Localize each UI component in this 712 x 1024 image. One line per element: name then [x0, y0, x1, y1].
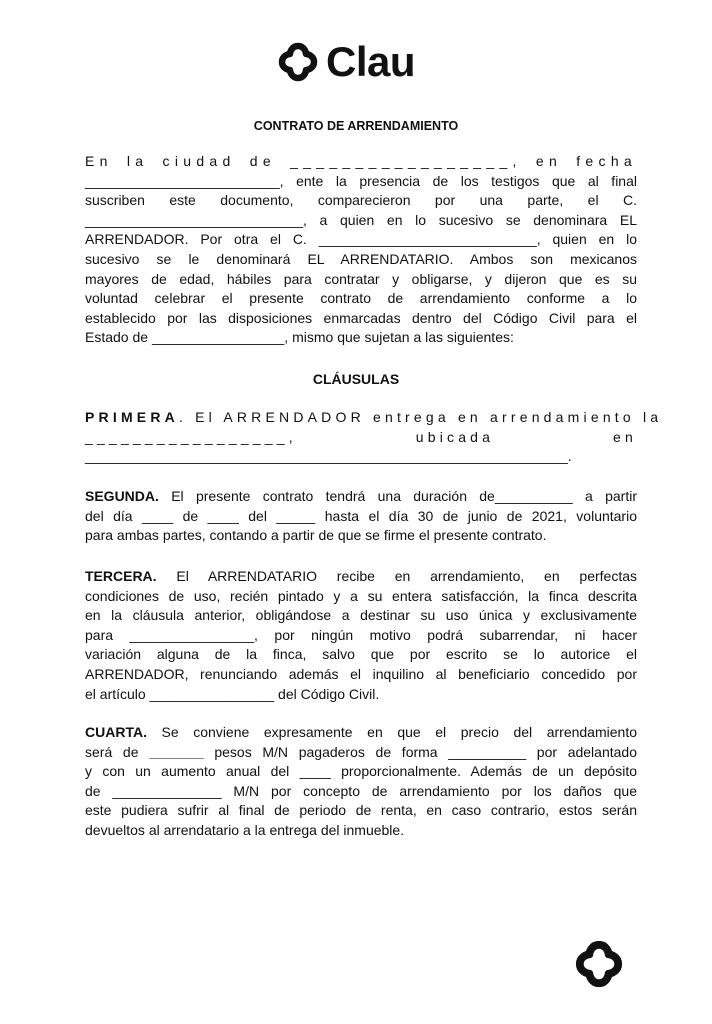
text-line: de ______________ M/N por concepto de arrendamiento por los daños que: [85, 782, 637, 799]
text-line: el artículo ________________ del Código Civil.: [85, 685, 380, 702]
text-line: voluntad celebrar el presente contrato de arrendamiento conforme a lo: [85, 290, 637, 307]
price-blank: _______: [149, 743, 204, 760]
text-line: condiciones de uso, recién pintado y a su entera satisfacción, la finca descrita: [85, 587, 637, 604]
clause-primera: [85, 408, 663, 467]
text-line: ARRENDADOR, renunciando además el inquilino al beneficiario concedido por: [85, 665, 637, 682]
clause-text: pesos M/N pagaderos de forma __________ por adelantado: [203, 743, 637, 760]
text-line: establecido por las disposiciones enmarcadas dentro del Código Civil para el: [85, 309, 637, 326]
text-line: devueltos al arrendatario a la entrega del inmueble.: [85, 821, 405, 838]
text-line: En la ciudad de _________________, en fecha: [85, 153, 637, 169]
text-line: suscriben este documento, comparecieron por una parte, el C.: [85, 192, 637, 209]
text-line: [85, 743, 637, 763]
clause-label: SEGUNDA.: [85, 488, 159, 504]
clause-cuarta: [85, 723, 637, 841]
clause-label: CUARTA.: [85, 724, 147, 740]
brand-name: Clau: [326, 38, 416, 85]
text-line: del día ____ de ____ del _____ hasta el día 30 de junio de 2021, voluntario: [85, 507, 637, 524]
text-line: este pudiera sufrir al final de periodo de renta, en caso contrario, estos serán: [85, 802, 637, 819]
text-line: ______________________________________________________________.: [85, 448, 572, 465]
clause-text: El presente contrato tendrá una duración de__________ a partir: [158, 488, 637, 504]
text-line: mayores de edad, hábiles para contratar y obligarse, y dijeron que es su: [85, 270, 637, 287]
text-line: ____________________________, a quien en lo sucesivo se denominara EL: [85, 211, 637, 228]
text-line: [85, 487, 637, 507]
text-line: para ambas partes, contando a partir de que se firme el presente contrato.: [85, 527, 547, 544]
clause-tercera: [85, 567, 637, 704]
clause-label: TERCERA.: [85, 568, 157, 584]
clau-footer-logo-icon: [575, 940, 623, 988]
clause-text: Se conviene expresamente en que el precio del arrendamiento: [146, 724, 637, 740]
document-title: CONTRATO DE ARRENDAMIENTO: [253, 119, 459, 133]
brand-logo: [278, 40, 415, 84]
text-line: [85, 408, 663, 428]
text-line: Estado de _________________, mismo que sujetan a las siguientes:: [85, 329, 514, 346]
text-line: [85, 567, 637, 587]
text-line: _________________________, ente la presencia de los testigos que al final: [85, 172, 637, 189]
clausulas-heading: CLÁUSULAS: [312, 371, 400, 387]
text-line: _________________, ubicada en: [85, 428, 637, 445]
clause-text: El ARRENDATARIO recibe en arrendamiento, en perfectas: [156, 568, 637, 584]
text-line: sucesivo se le denominará EL ARRENDATARIO. Ambos son mexicanos: [85, 250, 637, 267]
clau-logo-icon: [278, 42, 318, 82]
clause-label: PRIMERA: [85, 409, 179, 425]
clause-segunda: [85, 487, 637, 546]
intro-paragraph: [85, 152, 637, 348]
text-line: ARRENDADOR. Por otra el C. ____________________________, quien en lo: [85, 231, 637, 248]
clause-text: . El ARRENDADOR entrega en arrendamiento la: [178, 409, 663, 425]
text-line: variación alguna de la finca, salvo que por escrito se lo autorice el: [85, 646, 637, 663]
clause-text: será de: [85, 743, 150, 760]
text-line: para ________________, por ningún motivo podrá subarrendar, ni hacer: [85, 626, 637, 643]
text-line: y con un aumento anual del ____ proporcionalmente. Además de un depósito: [85, 763, 637, 780]
text-line: [85, 723, 637, 743]
text-line: en la cláusula anterior, obligándose a destinar su uso única y exclusivamente: [85, 607, 637, 624]
